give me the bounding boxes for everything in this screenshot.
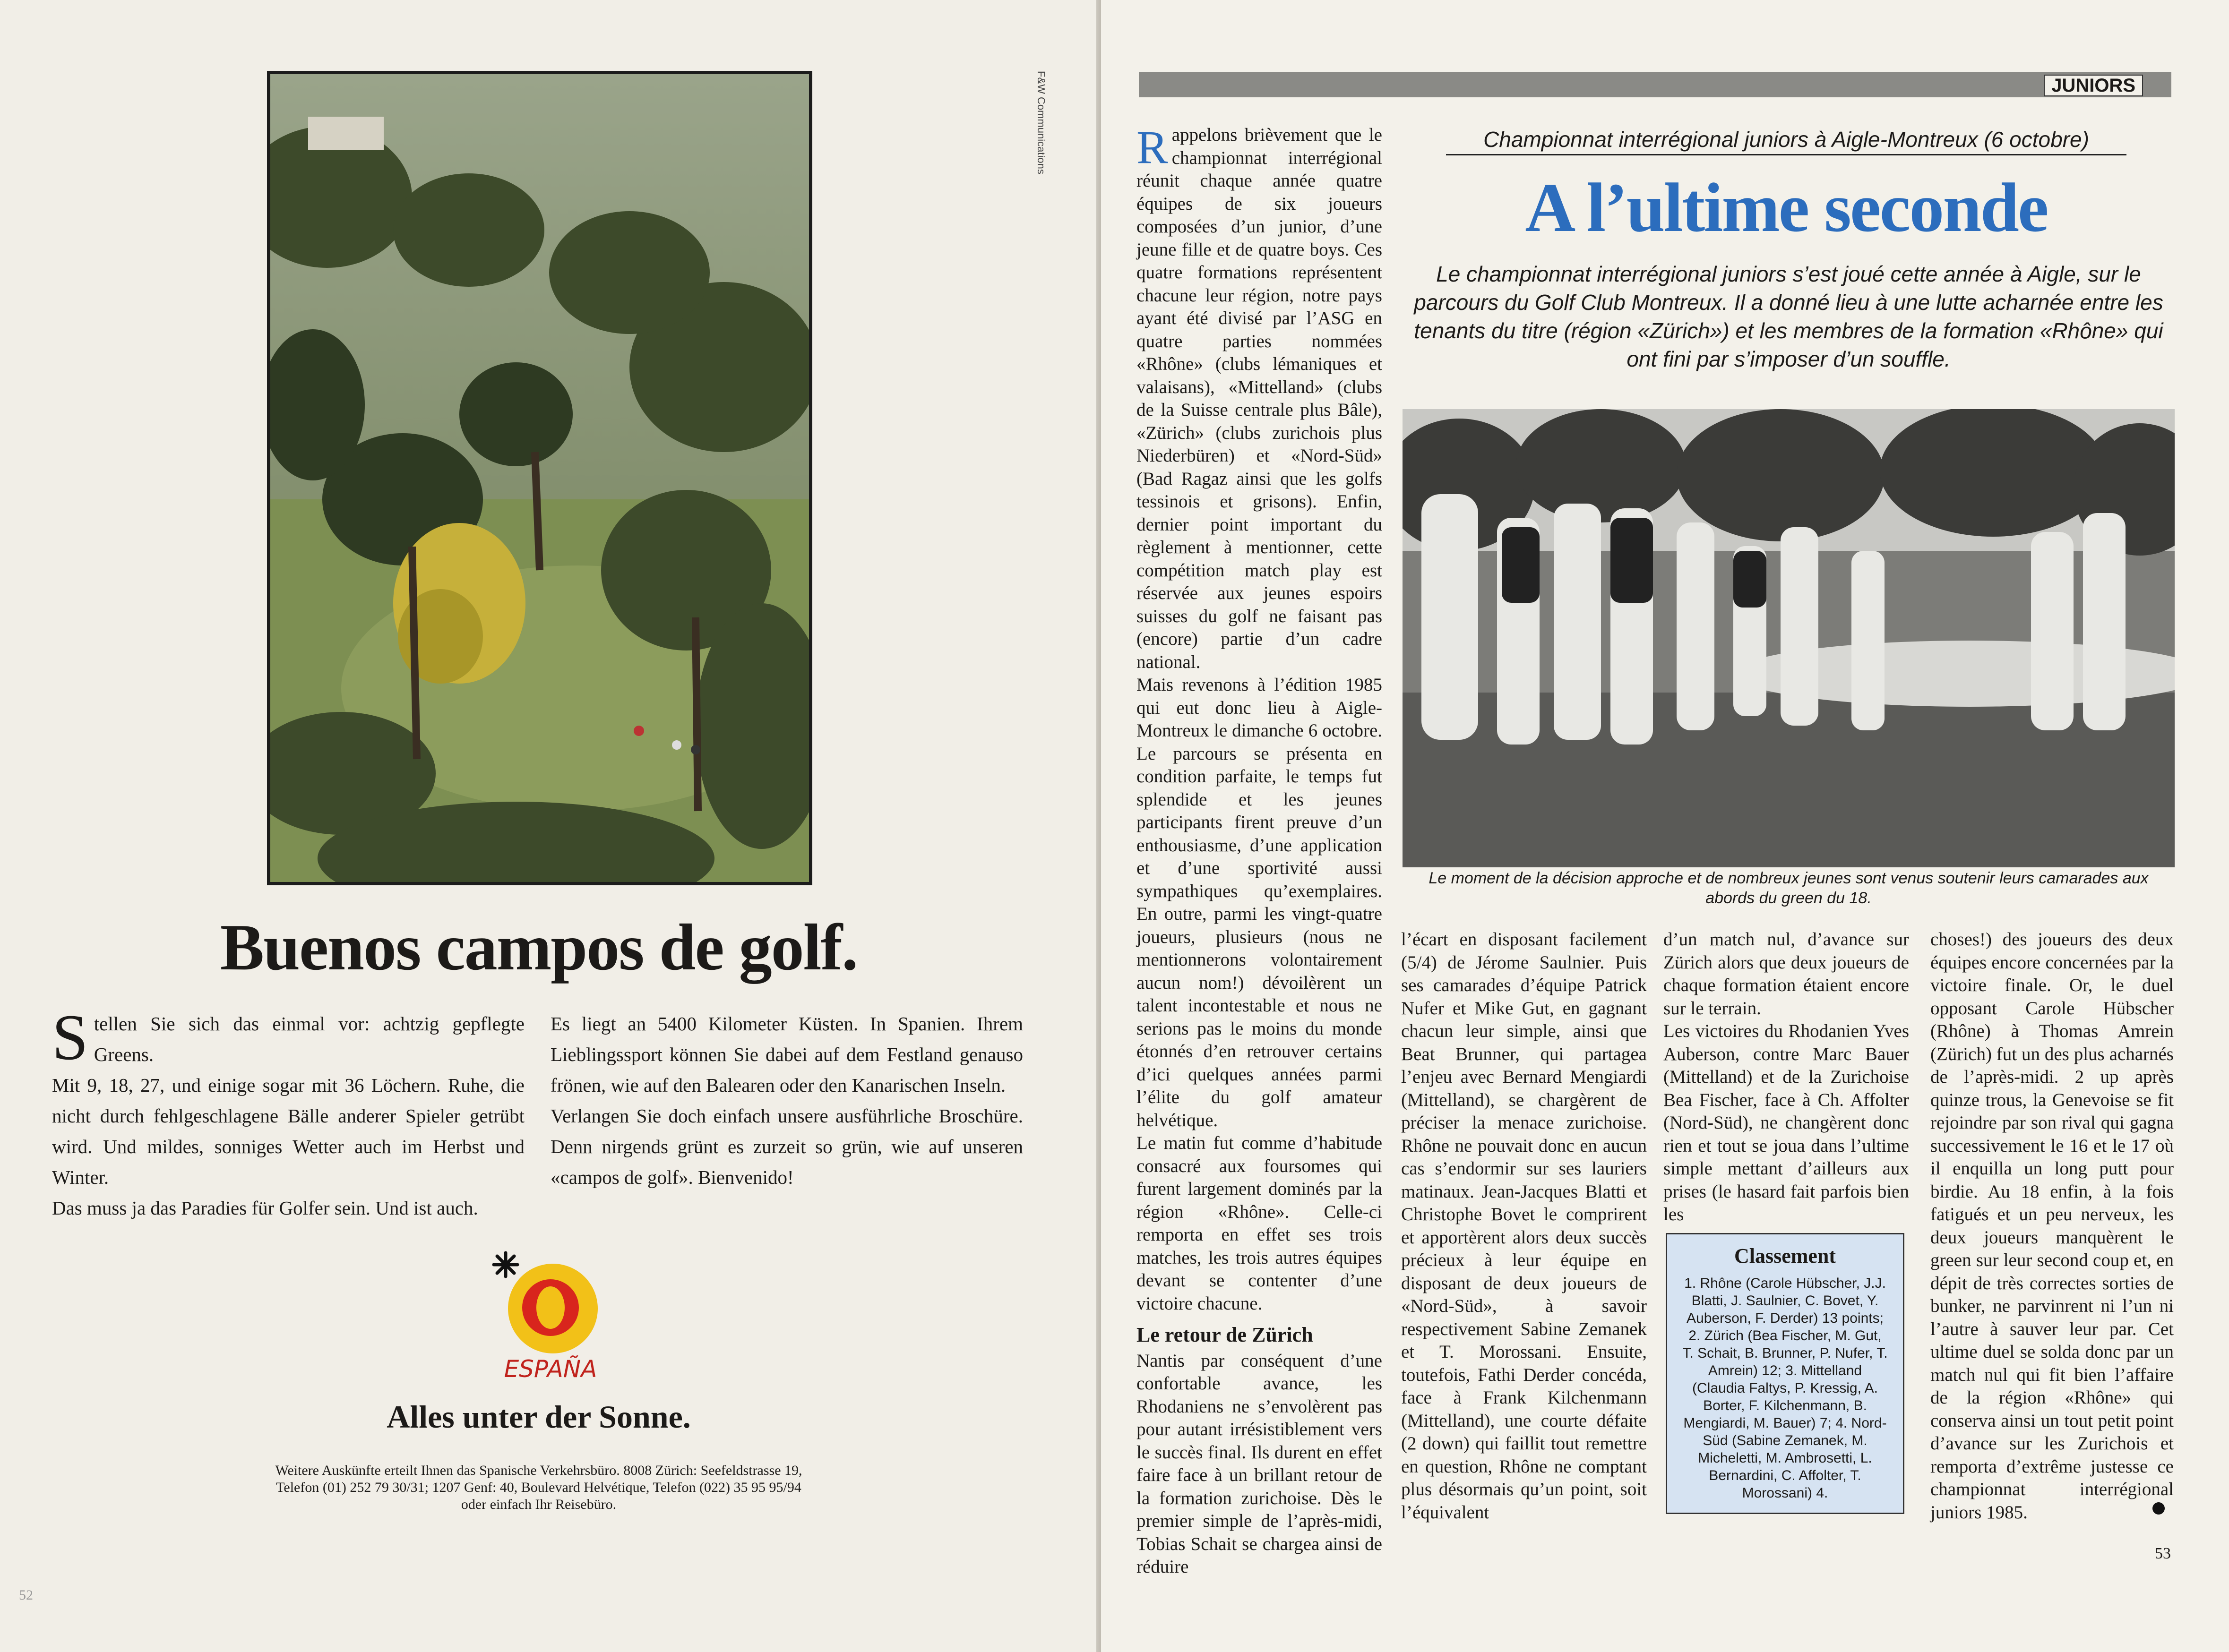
ad-paragraph: Es liegt an 5400 Kilometer Küsten. In Spanien. Ihrem Lieblingssport können Sie dabei auf dem Festland genauso frönen, wie auf den Balearen oder den Kanarischen Inseln. (551, 1013, 1023, 1096)
golf-course-photo (267, 71, 812, 885)
contact-line: Telefon (01) 252 79 30/31; 1207 Genf: 40, Boulevard Helvétique, Telefon (022) 35 95 95/94 (276, 1480, 801, 1495)
ad-slogan: Alles unter der Sonne. (387, 1399, 691, 1435)
classement-title: Classement (1734, 1244, 1836, 1267)
article-paragraph: Le matin fut comme d’habitude consacré aux foursomes qui furent largement dominés par la région «Rhône». Celle-ci remporta en effet ses trois matches, les trois autres équipes devant se contenter d’une victoire chacune. (1136, 1133, 1382, 1314)
article-paragraph: choses!) des joueurs des deux équipes encore concernées par la victoire finale. Or, le duel opposant Carole Hübscher (Rhône) à Thomas Amrein (Zürich) fut un des plus acharnés de l’après-midi. 2 up après quinze trous, la Genevoise se fit rejoindre par son rival qui gagna successivement le 16 et le 17 où il enquilla un long putt pour birdie. Au 18 enfin, à la fois fatigués et un peu nerveux, les deux joueurs manquèrent le green sur leur second coup et, en dépit de très correctes sorties de bunker, ne parvinrent ni l’un ni l’autre à sauver leur par. Cet ultime duel se solda donc par un match nul qui fit bien l’affaire de la région «Rhône» qui conserva ainsi un tout petit point d’avance sur les Zurichois et remporta d’extrême justesse ce championnat interrégional juniors 1985. (1930, 929, 2174, 1523)
ad-paragraph: Mit 9, 18, 27, und einige sogar mit 36 Löchern. Ruhe, die nicht durch fehlgeschlagene Bälle anderer Spieler getrübt wird. Und mildes, sonniges Wetter auch im Herbst und Winter. (52, 1074, 525, 1188)
left-page (0, 0, 1096, 1652)
article-paragraph: Les victoires du Rhodanien Yves Auberson, contre Marc Bauer (Mittelland) et de la Zurichoise Bea Fischer, face à Ch. Affolter (Nord-Süd), ne changèrent donc rien et tout se joua dans l’ultime simple mettant d’ailleurs aux prises (le hasard fait parfois bien les (1663, 1021, 1909, 1224)
classement-text: 1. Rhône (Carole Hübscher, J.J. Blatti, J. Saulnier, C. Bovet, Y. Auberson, F. Derder) 13 points; 2. Zürich (Bea Fischer, M. Gut, T. Schait, B. Brunner, P. Nufer, T. Amrein) 12; 3. Mittelland (Claudia Faltys, P. Kressig, A. Borter, F. Kilchenmann, B. Mengiardi, M. Bauer) 7; 4. Nord-Süd (Sabine Zemanek, M. Micheletti, M. Ambrosetti, L. Bernardini, C. Affolter, T. Morossani) 4. (1682, 1275, 1888, 1501)
ad-headline: Buenos campos de golf. (220, 911, 858, 984)
espana-sun-logo (482, 1247, 619, 1389)
ad-dropcap: S (52, 1001, 88, 1073)
article-column-1 (1136, 121, 1382, 1579)
logo-text: ESPAÑA (504, 1355, 597, 1383)
article-paragraph: Mais revenons à l’édition 1985 qui eut donc lieu à Aigle-Montreux le dimanche 6 octobre. Le parcours se présenta en condition parfaite, le temps fut splendide et les jeunes participants firent preuve d’un enthousiasme, d’une application et d’une sportivité aussi sympathiques qu’exemplaires. En outre, parmi les vingt-quatre joueurs, plusieurs (nous ne mentionnerons volontairement aucun nom!) dévoilèrent un talent incontestable et nous ne serions pas le moins du monde étonnés d’en retrouver certains d’ici quelques années parmi l’élite du golf amateur helvétique. (1136, 675, 1382, 1130)
ad-text-column-1 (52, 1001, 525, 1224)
article-dropcap: R (1136, 121, 1168, 173)
section-label: JUNIORS (2044, 75, 2143, 96)
article-paragraph: Nantis par conséquent d’une confortable avance, les Rhodaniens ne s’envolèrent pas pour autant irrésistiblement vers le succès final. Ils durent en effet faire face à un brillant retour de la formation zurichoise. Dès le premier simple de l’après-midi, Tobias Schait se chargea ainsi de réduire (1136, 1350, 1382, 1577)
article-column-3 (1663, 928, 1909, 1226)
ad-contact (142, 1462, 936, 1513)
ad-paragraph: Das muss ja das Paradies für Golfer sein. Und ist auch. (52, 1197, 478, 1219)
classement-box (1666, 1233, 1904, 1514)
page-number-right: 53 (2155, 1545, 2171, 1562)
juniors-group-photo (1403, 409, 2175, 867)
article-paragraph: d’un match nul, d’avance sur Zürich alors que deux joueurs de chaque formation étaient encore sur le terrain. (1663, 929, 1909, 1019)
contact-line: Weitere Auskünfte erteilt Ihnen das Spanische Verkehrsbüro. 8008 Zürich: Seefeldstrasse 19, (275, 1463, 802, 1478)
article-paragraph: appelons brièvement que le championnat interrégional réunit chaque année quatre équipes de six joueurs composées d’un junior, d’une jeune fille et de quatre boys. Ces quatre formations représentent chacune leur région, notre pays ayant été divisé par l’ASG en quatre parties nommées «Rhône» (clubs lémaniques et valaisans), «Mittelland» (clubs de la Suisse centrale plus Bâle), «Zürich» (clubs zurichois plus Niederbüren) et «Nord-Süd» (Bad Ragaz ainsi que les golfs tessinois et grisons). Enfin, dernier point important du règlement à mentionner, cette compétition match play est réservée aux jeunes espoirs suisses du golf ne faisant pas (encore) partie d’un cadre national. (1136, 125, 1382, 672)
article-column-4 (1930, 928, 2174, 1524)
article-kicker: Championnat interrégional juniors à Aigle-Montreux (6 octobre) (1446, 127, 2126, 155)
ad-paragraph: tellen Sie sich das einmal vor: achtzig gepflegte Greens. (94, 1013, 525, 1065)
article-subhead: Le retour de Zürich (1136, 1323, 1313, 1346)
photo-credit: F&W Communications (1035, 71, 1047, 174)
page-number-left: 52 (19, 1587, 33, 1603)
section-bar (1139, 72, 2171, 97)
article-column-2 (1401, 928, 1647, 1524)
end-of-article-bullet-icon (2152, 1502, 2165, 1515)
contact-line: oder einfach Ihr Reisebüro. (461, 1497, 617, 1512)
photo-caption: Le moment de la décision approche et de nombreux jeunes sont venus soutenir leurs camarades aux abords du green du 18. (1429, 869, 2149, 907)
article-title: A l’ultime seconde (1525, 169, 2048, 247)
article-paragraph: l’écart en disposant facilement (5/4) de Jérome Saulnier. Puis ses camarades d’équipe Patrick Nufer et Mike Gut, en gagnant chacun leur simple, ainsi que Beat Brunner, qui partagea l’enjeu avec Bernard Mengiardi (Mittelland), se chargèrent de préciser la menace zurichoise. Rhône ne pouvait donc en aucun cas s’endormir sur ses lauriers matinaux. Jean-Jacques Blatti et Christophe Bovet le comprirent et apportèrent alors deux succès précieux à leur équipe en disposant de deux joueurs de «Nord-Süd», à savoir respectivement Sabine Zemanek et T. Morossani. Ensuite, toutefois, Fathi Derder concéda, face à Frank Kilchenmann (Mittelland), une courte défaite (2 down) qui faillit tout remettre en question, Rhône ne comptant plus désormais qu’un point, soit l’équivalent (1401, 929, 1647, 1523)
ad-text-column-2 (551, 1009, 1023, 1193)
article-lead: Le championnat interrégional juniors s’est joué cette année à Aigle, sur le parcours du Golf Club Montreux. Il a donné lieu à une lutte acharnée entre les tenants du titre (région «Zürich») et les membres de la formation «Rhône» qui ont fini par s’imposer d’un souffle. (1414, 262, 2163, 371)
ad-paragraph: Verlangen Sie doch einfach unsere ausführliche Broschüre. Denn nirgends grünt es zurzeit so grün, wie auf unseren «campos de golf». Bienvenido! (551, 1105, 1023, 1188)
